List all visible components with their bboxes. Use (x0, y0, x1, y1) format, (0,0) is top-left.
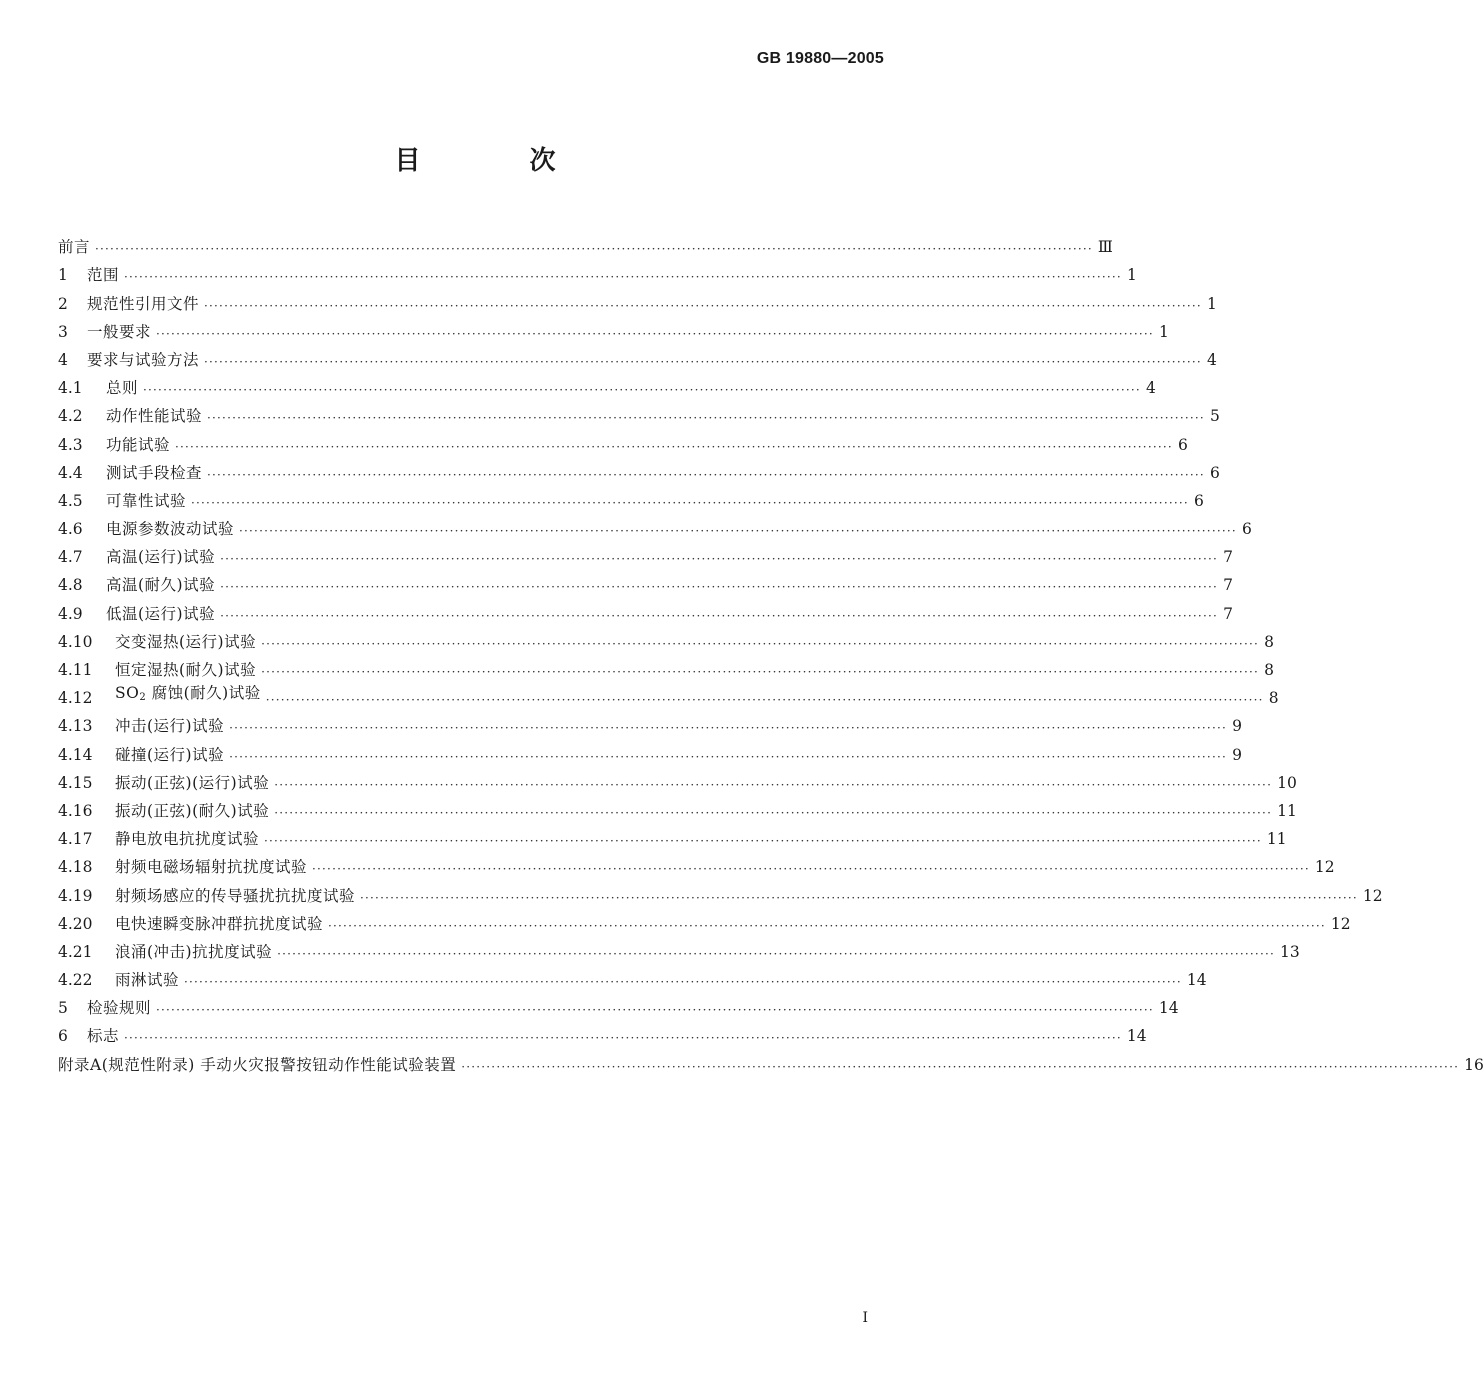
toc-entry[interactable] (58, 1019, 1147, 1047)
toc-entry-number: 4.18 (58, 858, 93, 877)
toc-entry-page: 10 (1277, 773, 1297, 792)
toc-entry-title: 振动(正弦)(耐久)试验 (115, 801, 270, 820)
toc-entry-page: 12 (1362, 886, 1383, 905)
toc-entry-number: 4.10 (58, 632, 93, 651)
toc-entry-title-suffix: 腐蚀(耐久)试验 (146, 684, 261, 703)
toc-entry-number: 4.11 (58, 661, 93, 679)
toc-leader-dots: ······································································································································································································· (360, 890, 1358, 905)
toc-entry-number: 4.17 (58, 830, 93, 849)
toc-entry-title: 范围 (87, 266, 120, 285)
toc-entry[interactable] (58, 878, 1383, 906)
toc-entry-page: Ⅲ (1097, 238, 1113, 257)
toc-entry-number: 4.21 (58, 942, 93, 961)
toc-entry-page: 1 (1207, 294, 1217, 313)
toc-entry[interactable] (58, 681, 1279, 709)
toc-entry[interactable] (58, 653, 1274, 681)
toc-leader-dots: ······································································································································································································· (229, 721, 1227, 736)
toc-entry-title: 低温(运行)试验 (106, 604, 216, 623)
toc-entry-number: 4.22 (58, 971, 93, 990)
toc-leader-dots: ······································································································································································································· (184, 975, 1182, 990)
toc-entry-title: 动作性能试验 (106, 407, 203, 426)
toc-entry-title: 附录A(规范性附录) 手动火灾报警按钮动作性能试验装置 (58, 1055, 457, 1074)
toc-list (58, 230, 1484, 1076)
toc-entry-number: 4.3 (58, 435, 83, 454)
toc-entry-title: 振动(正弦)(运行)试验 (115, 773, 270, 792)
toc-entry[interactable] (58, 371, 1156, 399)
toc-entry-title: 高温(运行)试验 (106, 548, 216, 567)
toc-entry-page: 7 (1223, 548, 1233, 567)
toc-entry-page: 14 (1186, 971, 1207, 990)
toc-entry[interactable] (58, 935, 1300, 963)
toc-entry-page: 8 (1264, 661, 1274, 679)
toc-entry-page: 4 (1146, 379, 1156, 398)
toc-entry[interactable] (58, 709, 1242, 737)
toc-leader-dots: ······································································································································································································· (274, 805, 1273, 820)
toc-entry-title: 检验规则 (87, 999, 152, 1018)
toc-entry-number: 4.12 (58, 689, 93, 708)
toc-entry-page: 11 (1277, 801, 1297, 820)
standard-number: GB 19880—2005 (756, 50, 884, 67)
toc-entry[interactable] (58, 850, 1335, 878)
toc-entry-number: 4.8 (58, 576, 83, 595)
toc-entry-page: 4 (1207, 350, 1217, 369)
toc-entry-page: 14 (1158, 999, 1179, 1018)
toc-leader-dots: ······································································································································································································· (328, 918, 1326, 933)
toc-leader-dots: ······································································································································································································· (220, 608, 1218, 623)
toc-entry-title: 前言 (58, 238, 91, 257)
toc-entry-title: 电快速瞬变脉冲群抗扰度试验 (115, 914, 324, 933)
toc-leader-dots: ······································································································································································································· (204, 298, 1202, 313)
toc-entry-number: 4.1 (58, 379, 83, 398)
toc-leader-dots: ······································································································································································································· (124, 1031, 1122, 1046)
toc-entry-title: 静电放电抗扰度试验 (115, 830, 260, 849)
toc-entry[interactable] (58, 315, 1169, 343)
toc-leader-dots: ······································································································································································································· (461, 1059, 1460, 1074)
toc-leader-dots: ······································································································································································································· (229, 749, 1227, 764)
toc-entry-title: 要求与试验方法 (87, 350, 200, 369)
toc-leader-dots: ······································································································································································································· (264, 834, 1262, 849)
page-folio: I (862, 1310, 868, 1326)
toc-entry[interactable] (58, 822, 1287, 850)
toc-entry-title: 标志 (87, 1027, 120, 1046)
toc-entry-page: 6 (1178, 435, 1188, 454)
toc-entry-number: 4.6 (58, 520, 83, 539)
toc-entry-title: 总则 (106, 379, 139, 398)
toc-entry-title-subscript: 2 (139, 692, 147, 704)
toc-entry-number: 1 (58, 266, 68, 285)
toc-entry[interactable] (58, 794, 1297, 822)
toc-entry-number: 4.5 (58, 491, 83, 510)
toc-entry-number: 4.9 (58, 604, 83, 623)
toc-leader-dots: ······································································································································································································· (191, 495, 1189, 510)
toc-entry-number: 4.19 (58, 886, 93, 905)
toc-entry-number: 4.13 (58, 717, 93, 736)
toc-entry-number: 4.2 (58, 407, 83, 426)
toc-entry[interactable] (58, 907, 1351, 935)
toc-entry-page: 12 (1330, 914, 1351, 933)
toc-entry[interactable] (58, 286, 1217, 314)
toc-entry-page: 1 (1127, 266, 1137, 285)
toc-entry[interactable] (58, 963, 1207, 991)
toc-leader-dots: ······································································································································································································· (207, 411, 1205, 426)
toc-entry-number: 4 (58, 350, 68, 369)
toc-entry[interactable] (58, 230, 1113, 258)
toc-leader-dots: ······································································································································································································· (207, 467, 1205, 482)
toc-entry[interactable] (58, 343, 1217, 371)
toc-entry[interactable] (58, 737, 1242, 765)
toc-entry-number: 5 (58, 999, 68, 1018)
toc-entry-title: 一般要求 (87, 322, 152, 341)
toc-entry-title: 功能试验 (106, 435, 171, 454)
toc-entry-title: 浪涌(冲击)抗扰度试验 (115, 942, 273, 961)
toc-entry[interactable] (58, 399, 1220, 427)
toc-leader-dots: ······································································································································································································· (274, 777, 1273, 792)
toc-entry[interactable] (58, 540, 1233, 568)
toc-entry-title: 测试手段检查 (106, 463, 203, 482)
toc-entry-number: 4.4 (58, 463, 83, 482)
toc-entry[interactable] (58, 427, 1188, 455)
toc-leader-dots: ······································································································································································································· (220, 552, 1218, 567)
toc-entry[interactable] (58, 258, 1137, 286)
toc-entry-title: 恒定湿热(耐久)试验 (115, 661, 257, 679)
toc-entry-title: 交变湿热(运行)试验 (115, 632, 257, 651)
toc-entry-title: 碰撞(运行)试验 (115, 745, 225, 764)
toc-entry-page: 8 (1264, 632, 1274, 651)
toc-entry-page: 1 (1159, 322, 1169, 341)
toc-leader-dots: ······································································································································································································· (143, 383, 1141, 398)
toc-entry-page: 14 (1126, 1027, 1147, 1046)
toc-leader-dots: ······································································································································································································· (156, 1003, 1154, 1018)
toc-entry[interactable] (58, 1047, 1484, 1075)
toc-leader-dots: ······································································································································································································· (204, 354, 1202, 369)
toc-entry[interactable] (58, 456, 1220, 484)
toc-leader-dots: ······································································································································································································· (175, 439, 1173, 454)
toc-entry-page: 11 (1266, 830, 1287, 849)
toc-entry[interactable] (58, 625, 1274, 653)
toc-entry[interactable] (58, 484, 1204, 512)
toc-entry-title-prefix: SO (115, 684, 140, 703)
toc-leader-dots: ······································································································································································································· (95, 242, 1093, 257)
toc-entry-number: 6 (58, 1027, 68, 1046)
toc-entry[interactable] (58, 991, 1179, 1019)
toc-entry-page: 9 (1232, 717, 1242, 736)
toc-entry-title: 射频电磁场辐射抗扰度试验 (115, 858, 308, 877)
toc-entry-title: 冲击(运行)试验 (115, 717, 225, 736)
toc-leader-dots: ······································································································································································································· (277, 946, 1275, 961)
toc-entry-title: 可靠性试验 (106, 491, 187, 510)
toc-entry-title: 射频场感应的传导骚扰抗扰度试验 (115, 886, 356, 905)
toc-entry-page: 5 (1210, 407, 1220, 426)
toc-entry-page: 12 (1314, 858, 1335, 877)
toc-entry-title: 规范性引用文件 (87, 294, 200, 313)
toc-leader-dots: ······································································································································································································· (261, 665, 1259, 679)
toc-entry-number: 2 (58, 294, 68, 313)
toc-entry[interactable] (58, 568, 1233, 596)
toc-entry-page: 6 (1194, 491, 1204, 510)
toc-entry-number: 4.16 (58, 801, 93, 820)
toc-entry-title: 高温(耐久)试验 (106, 576, 216, 595)
toc-entry-title: 电源参数波动试验 (106, 520, 235, 539)
toc-entry-title: 雨淋试验 (115, 971, 180, 990)
toc-leader-dots: ······································································································································································································· (239, 524, 1237, 539)
toc-entry-number: 4.7 (58, 548, 83, 567)
toc-entry-title (115, 682, 261, 709)
toc-leader-dots: ······································································································································································································· (124, 270, 1122, 285)
toc-entry-page: 8 (1268, 689, 1279, 708)
toc-entry-page: 7 (1223, 604, 1233, 623)
toc-entry-number: 3 (58, 322, 68, 341)
toc-entry-page: 9 (1232, 745, 1242, 764)
toc-entry-page: 7 (1223, 576, 1233, 595)
toc-leader-dots: ······································································································································································································· (312, 862, 1310, 877)
toc-entry[interactable] (58, 766, 1297, 794)
toc-leader-dots: ······································································································································································································· (261, 636, 1259, 651)
toc-entry[interactable] (58, 596, 1233, 624)
toc-entry[interactable] (58, 512, 1252, 540)
toc-entry-page: 13 (1280, 942, 1300, 961)
toc-leader-dots: ······································································································································································································· (265, 693, 1264, 708)
toc-leader-dots: ······································································································································································································· (156, 326, 1154, 341)
toc-entry-number: 4.20 (58, 914, 93, 933)
toc-leader-dots: ······································································································································································································· (220, 580, 1218, 595)
toc-entry-page: 6 (1210, 463, 1220, 482)
toc-entry-number: 4.14 (58, 745, 93, 764)
page-title: 目 次 (394, 146, 606, 176)
toc-entry-page: 16 (1464, 1055, 1484, 1074)
toc-entry-number: 4.15 (58, 773, 93, 792)
toc-entry-page: 6 (1242, 520, 1252, 539)
